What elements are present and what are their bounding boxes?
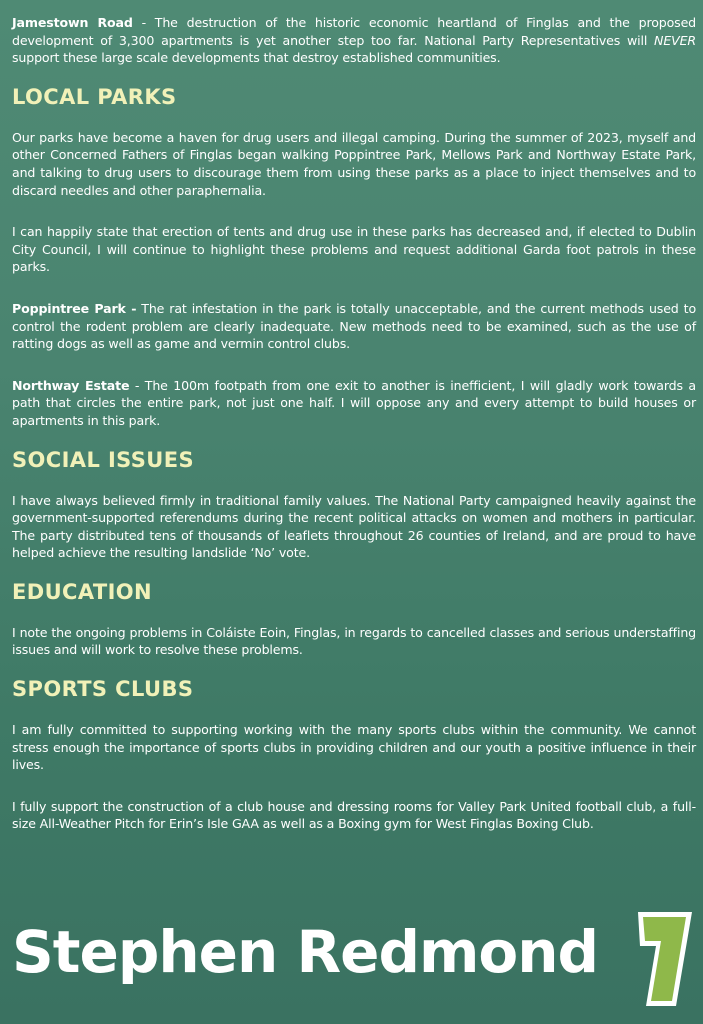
leaflet-body <box>12 14 696 857</box>
local-parks-p2: I can happily state that erection of tents and drug use in these parks has decreased and, if elected to Dublin City Council, I will continue to highlight these problems and request additional Garda foot patrols in these parks. <box>12 224 696 275</box>
northway-text: - The 100m footpath from one exit to another is inefficient, I will gladly work towards a path that circles the entire park, not just one half. I will oppose any and every attempt to build houses or apartments in this park. <box>12 377 696 428</box>
candidate-footer <box>12 902 696 1010</box>
intro-text-a: - The destruction of the historic economic heartland of Finglas and the proposed development of 3,300 apartments is yet another step too far. National Party Representatives will <box>12 15 697 48</box>
heading-social-issues: SOCIAL ISSUES <box>12 447 194 472</box>
sports-clubs-p1: I am fully committed to supporting working with the many sports clubs within the community. We cannot stress enough the importance of sports clubs in providing children and our youth a positive influence in their lives. <box>12 722 696 773</box>
candidate-name: Stephen Redmond <box>12 918 599 986</box>
local-parks-p1: Our parks have become a haven for drug users and illegal camping. During the summer of 2023, myself and other Concerned Fathers of Finglas began walking Poppintree Park, Mellows Park and Northway Estate Park, and talking to drug users to discourage them from using these parks as a place to inject themselves and to discard needles and other paraphernalia. <box>12 129 696 198</box>
poppintree-lead: Poppintree Park - <box>12 300 137 316</box>
heading-local-parks: LOCAL PARKS <box>12 84 177 109</box>
poppintree-text: The rat infestation in the park is totally unacceptable, and the current methods used to control the rodent problem are clearly inadequate. New methods need to be examined, such as the use of ratting dogs as well as game and vermin control clubs. <box>12 300 697 352</box>
northway-lead: Northway Estate <box>12 377 130 393</box>
education-p1: I note the ongoing problems in Coláiste Eoin, Finglas, in regards to cancelled classes and serious understaffing issues and will work to resolve these problems. <box>12 624 696 658</box>
social-issues-p1: I have always believed firmly in traditional family values. The National Party campaigned heavily against the government-supported referendums during the recent political attacks on women and mothers in particular. The party distributed tens of thousands of leaflets throughout 26 counties of Ireland, and are proud to have helped achieve the resulting landslide ‘No’ vote. <box>12 492 696 561</box>
ballot-number-icon <box>616 902 696 1012</box>
sports-clubs-p2: I fully support the construction of a club house and dressing rooms for Valley Park United football club, a full-size All-Weather Pitch for Erin’s Isle GAA as well as a Boxing gym for West Finglas Boxing Club. <box>12 798 696 832</box>
heading-sports-clubs: SPORTS CLUBS <box>12 677 194 702</box>
ballot-number: 1 <box>616 902 617 903</box>
intro-emphasis: NEVER <box>654 32 696 48</box>
heading-education: EDUCATION <box>12 579 153 604</box>
intro-paragraph <box>12 14 696 67</box>
local-parks-p4 <box>12 377 696 430</box>
intro-text-b: support these large scale developments that destroy established communities. <box>12 50 501 66</box>
local-parks-p3 <box>12 300 696 353</box>
intro-lead: Jamestown Road <box>12 15 133 30</box>
